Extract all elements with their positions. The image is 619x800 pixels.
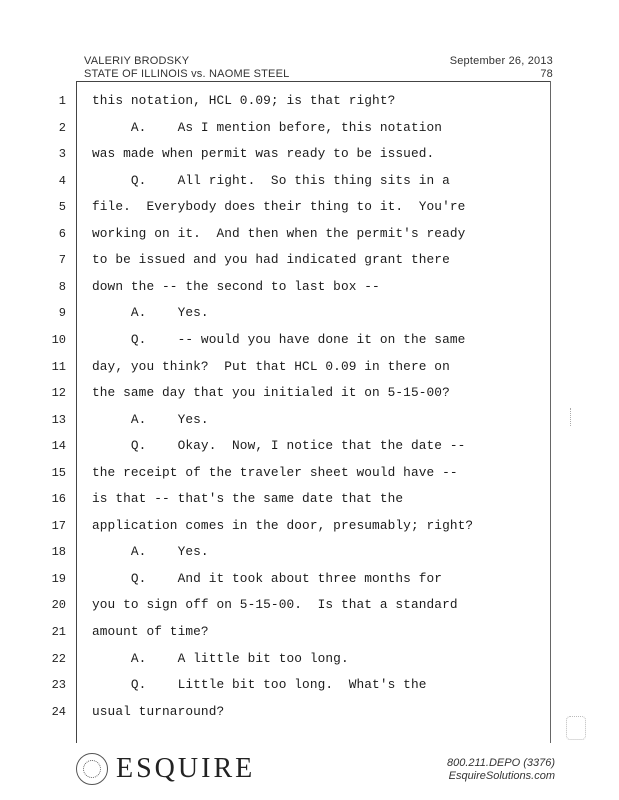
scan-mark <box>570 408 577 426</box>
line-text: this notation, HCL 0.09; is that right? <box>92 93 396 108</box>
line-number: 17 <box>51 518 66 533</box>
phone-number: 800.211.DEPO (3376) <box>446 757 555 769</box>
transcript-line <box>0 168 619 195</box>
line-text: A. Yes. <box>92 544 209 560</box>
transcript-line <box>0 407 619 434</box>
transcript-line <box>0 327 619 354</box>
transcript-line <box>0 115 619 142</box>
transcript-line <box>0 274 619 301</box>
line-text: the receipt of the traveler sheet would have -- <box>92 464 458 480</box>
line-text: down the -- the second to last box -- <box>92 278 380 294</box>
line-number: 15 <box>51 465 66 480</box>
line-text: A. As I mention before, this notation <box>92 119 443 135</box>
line-text: to be issued and you had indicated grant there <box>92 252 450 268</box>
transcript-line <box>0 88 619 115</box>
footer-contact <box>447 757 555 783</box>
seal-icon <box>76 753 108 785</box>
line-number: 14 <box>51 439 66 454</box>
esquire-logo <box>76 752 255 786</box>
line-text: Q. And it took about three months for <box>92 570 443 586</box>
transcript-line <box>0 646 619 673</box>
line-text: Q. All right. So this thing sits in a <box>92 172 450 188</box>
website: EsquireSolutions.com <box>448 770 555 782</box>
line-number: 1 <box>58 94 66 108</box>
line-text: file. Everybody does their thing to it. You're <box>92 199 466 215</box>
line-number: 6 <box>58 226 66 241</box>
transcript-line <box>0 592 619 619</box>
transcript-line <box>0 433 619 460</box>
line-text: working on it. And then when the permit's ready <box>92 225 466 241</box>
line-text: the same day that you initialed it on 5-15-00? <box>92 385 450 401</box>
line-number: 21 <box>51 625 66 639</box>
line-text: A. Yes. <box>92 305 209 321</box>
line-number: 10 <box>51 332 66 347</box>
line-number: 3 <box>58 147 66 162</box>
line-number: 24 <box>51 704 66 719</box>
transcript-line <box>0 486 619 513</box>
transcript-line <box>0 300 619 327</box>
deposition-date: September 26, 2013 <box>449 55 553 67</box>
line-number: 19 <box>51 571 66 586</box>
line-number: 9 <box>58 306 66 321</box>
line-text: you to sign off on 5-15-00. Is that a standard <box>92 597 458 613</box>
transcript-line <box>0 460 619 487</box>
line-number: 4 <box>58 173 66 188</box>
line-text: Q. -- would you have done it on the same <box>92 331 466 347</box>
line-number: 2 <box>58 120 66 135</box>
case-caption: STATE OF ILLINOIS vs. NAOME STEEL <box>84 68 290 80</box>
line-text: was made when permit was ready to be issued. <box>92 146 435 162</box>
line-text: amount of time? <box>92 624 209 639</box>
transcript-line <box>0 566 619 593</box>
line-text: A. Yes. <box>92 411 209 427</box>
line-text: day, you think? Put that HCL 0.09 in there on <box>92 358 450 374</box>
line-number: 8 <box>58 279 66 294</box>
transcript-line <box>0 513 619 540</box>
line-number: 12 <box>51 386 66 401</box>
box-top-rule <box>76 81 550 82</box>
transcript-line <box>0 380 619 407</box>
line-text: Q. Okay. Now, I notice that the date -- <box>92 438 466 454</box>
transcript-line <box>0 141 619 168</box>
line-number: 16 <box>51 492 66 507</box>
transcript-line <box>0 672 619 699</box>
transcript-line <box>0 221 619 248</box>
header-right <box>450 55 553 81</box>
transcript-line <box>0 539 619 566</box>
line-number: 18 <box>51 545 66 560</box>
header-left <box>84 55 289 81</box>
transcript-line <box>0 354 619 381</box>
line-number: 7 <box>58 253 66 268</box>
transcript-line <box>0 247 619 274</box>
line-number: 20 <box>51 598 66 613</box>
line-number: 5 <box>58 200 66 215</box>
line-number: 23 <box>51 678 66 693</box>
brand-name: ESQUIRE <box>116 753 256 784</box>
line-text: is that -- that's the same date that the <box>92 491 404 507</box>
transcript-line <box>0 194 619 221</box>
line-number: 11 <box>51 359 66 374</box>
transcript-line <box>0 619 619 646</box>
line-text: usual turnaround? <box>92 703 225 719</box>
line-text: application comes in the door, presumably; right? <box>92 517 474 533</box>
witness-name: VALERIY BRODSKY <box>84 55 190 67</box>
line-number: 22 <box>51 651 66 666</box>
scan-mark <box>566 716 586 740</box>
line-text: Q. Little bit too long. What's the <box>92 677 427 693</box>
transcript-line <box>0 699 619 726</box>
line-number: 13 <box>51 412 66 427</box>
line-text: A. A little bit too long. <box>92 650 349 666</box>
page-number: 78 <box>540 68 553 80</box>
